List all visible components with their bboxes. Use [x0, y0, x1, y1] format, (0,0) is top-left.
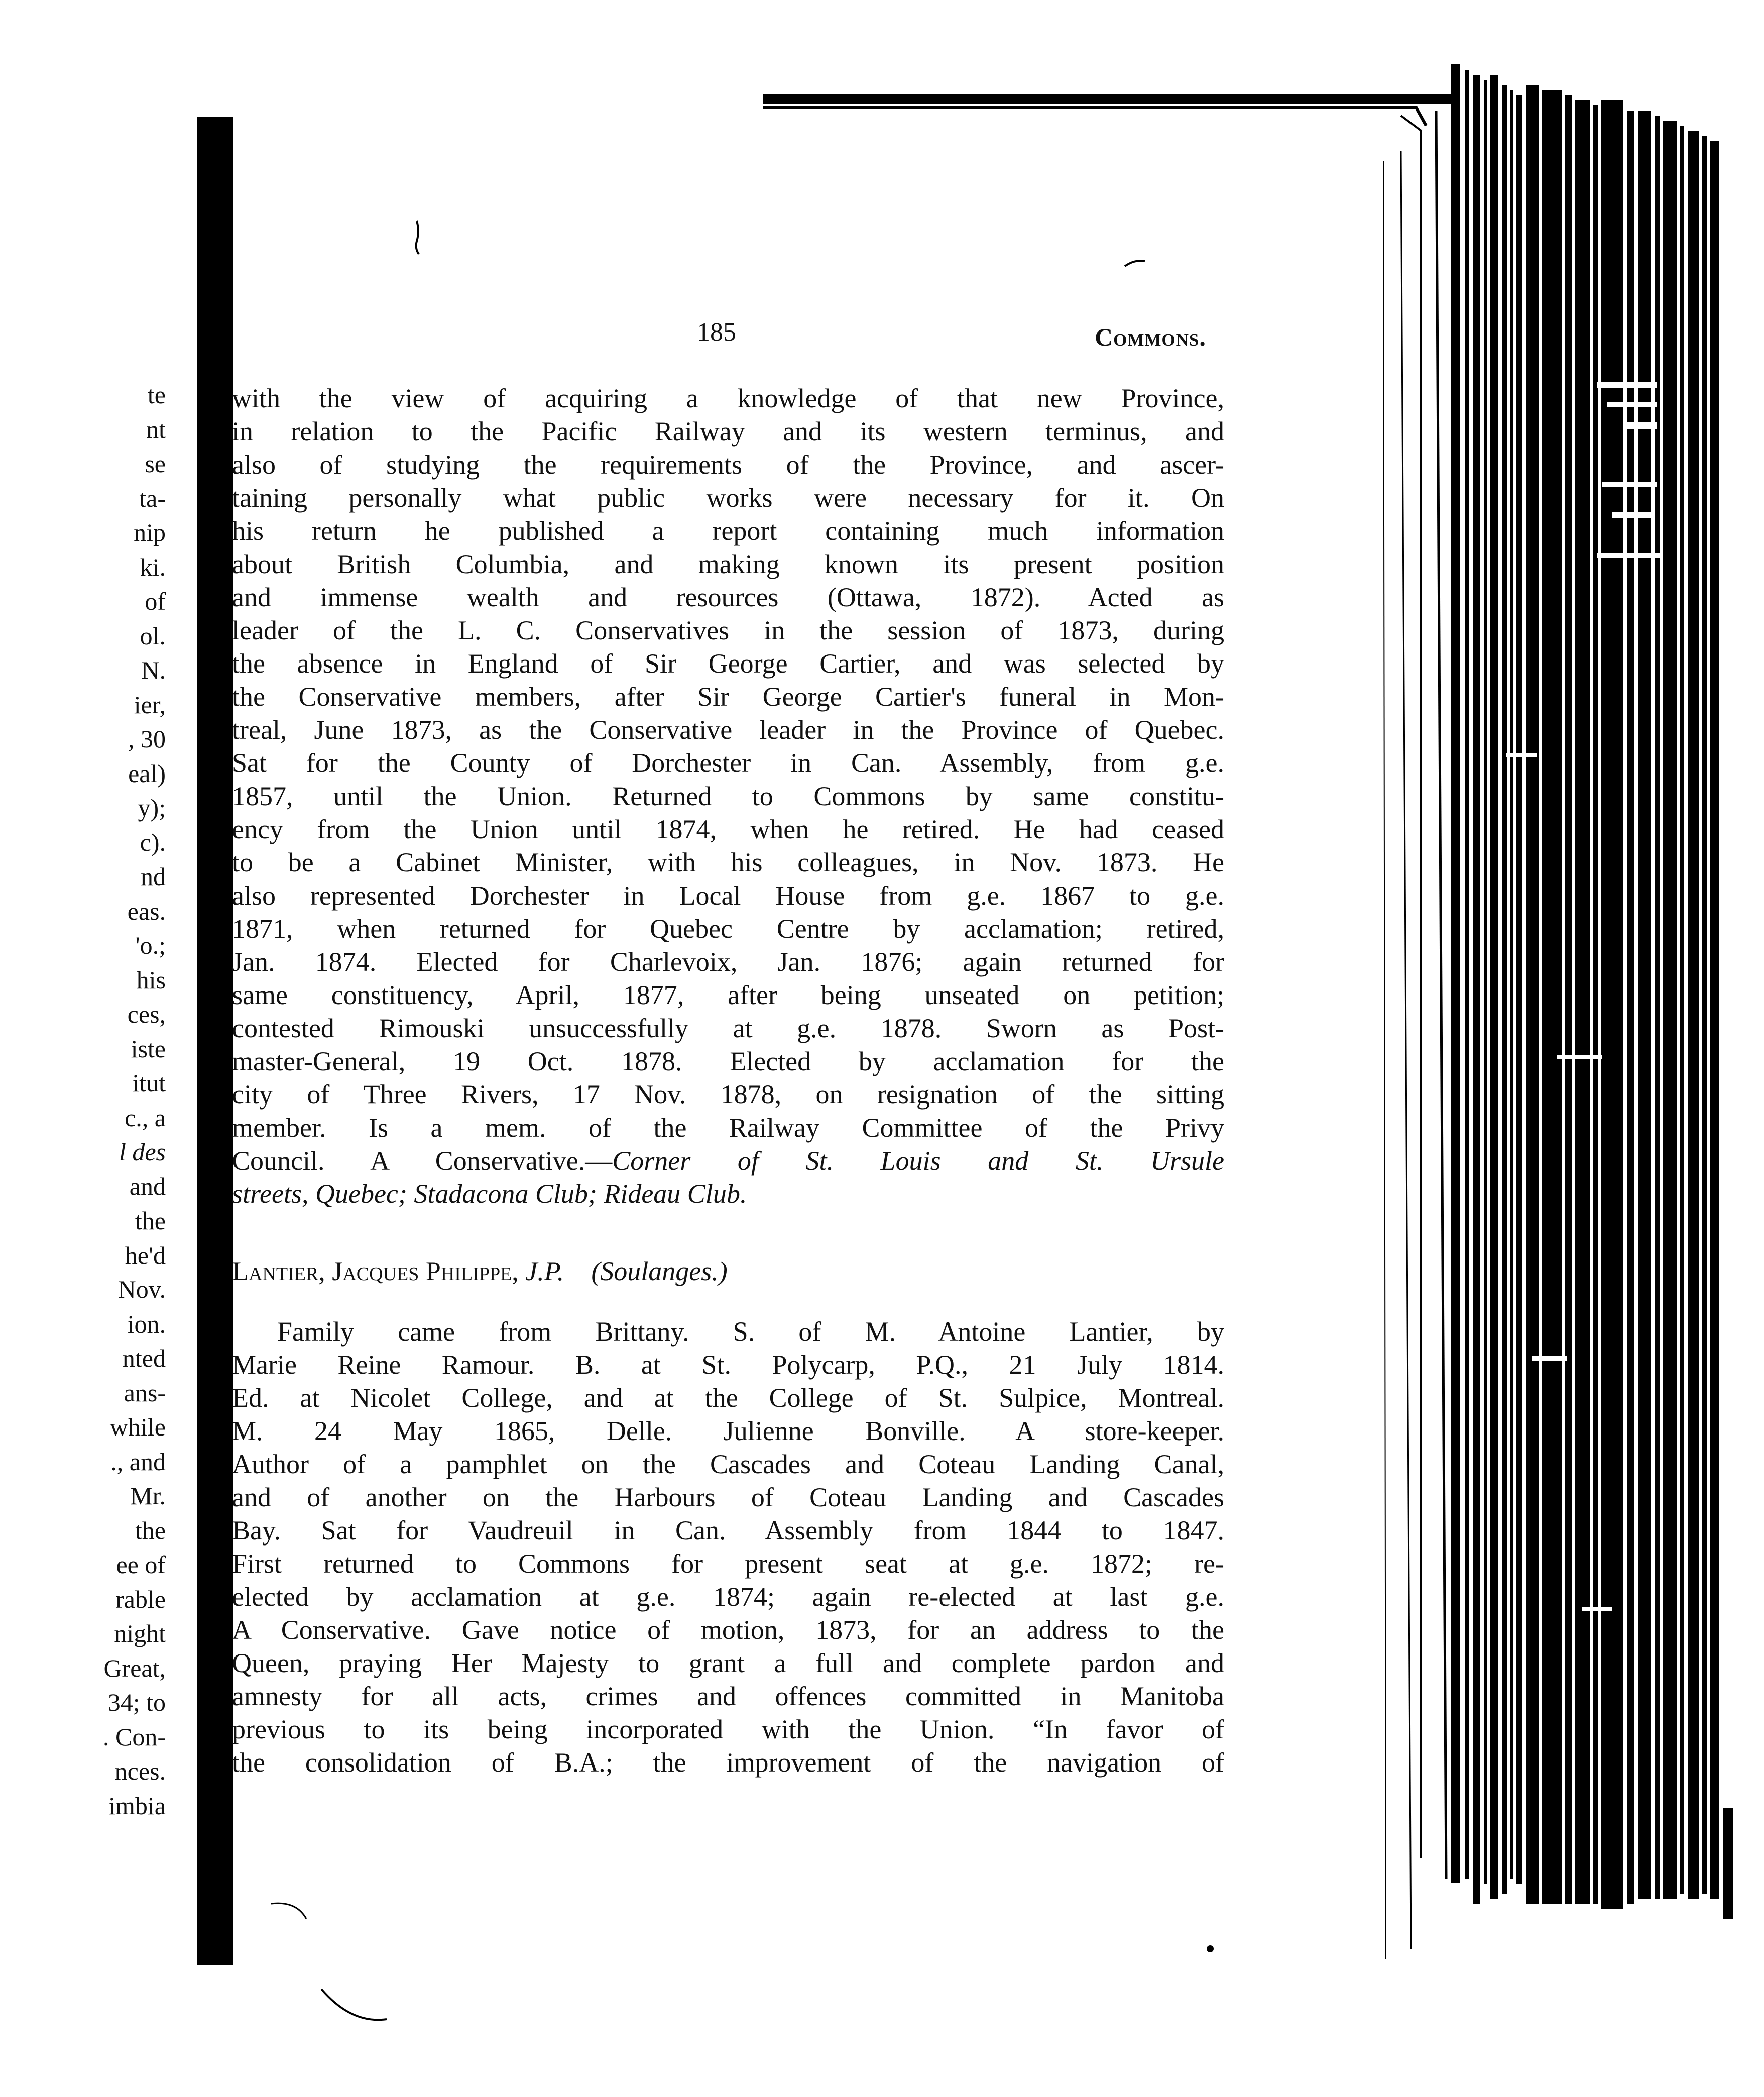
fragment-line: se — [145, 450, 166, 478]
fragment-line: nt — [146, 415, 166, 444]
text-line: leader of the L. C. Conservatives in the session of 1873, during — [232, 615, 1224, 645]
text-line: Bay. Sat for Vaudreuil in Can. Assembly from 1844 to 1847. — [232, 1515, 1224, 1546]
fragment-line: itut — [132, 1069, 166, 1097]
fold-edge-line-4 — [1401, 151, 1411, 1949]
fragment-line: ., and — [110, 1447, 166, 1476]
fragment-line: ans- — [124, 1378, 166, 1407]
text-line: the absence in England of Sir George Cartier, and was selected by — [232, 648, 1224, 679]
text-line: ency from the Union until 1874, when he retired. He had ceased — [232, 814, 1224, 844]
text-line: to be a Cabinet Minister, with his colleagues, in Nov. 1873. He — [232, 847, 1224, 877]
text-line: city of Three Rivers, 17 Nov. 1878, on resignation of the sitting — [232, 1079, 1224, 1110]
fragment-line: eas. — [127, 897, 166, 925]
fragment-line: the — [135, 1516, 166, 1544]
stray-mark — [321, 1989, 387, 2020]
fragment-line: 34; to — [107, 1688, 166, 1716]
text-line-address — [232, 1144, 1224, 1177]
fragment-line: Great, — [103, 1653, 166, 1682]
text-line: 1871, when returned for Quebec Centre by acclamation; retired, — [232, 914, 1224, 944]
stray-mark — [1207, 1945, 1214, 1952]
entry-heading — [232, 1256, 728, 1287]
fragment-line: imbia — [108, 1791, 166, 1820]
text-line: Sat for the County of Dorchester in Can. Assembly, from g.e. — [232, 748, 1224, 778]
fragment-line: ier, — [134, 690, 166, 719]
text-line: also of studying the requirements of the Province, and ascer- — [232, 450, 1224, 480]
text-line: also represented Dorchester in Local House from g.e. 1867 to g.e. — [232, 880, 1224, 911]
entry-paragraph — [232, 1315, 1224, 1779]
text-line: with the view of acquiring a knowledge of that new Province, — [232, 383, 1224, 413]
fragment-line: ces, — [127, 1000, 166, 1028]
fragment-line: , 30 — [128, 725, 166, 753]
text-line: his return he published a report containing much information — [232, 516, 1224, 546]
fragment-line: nip — [134, 518, 166, 546]
entry-continuation-paragraph — [232, 382, 1224, 1210]
address-text-continued: streets, Quebec; Stadacona Club; Rideau Club. — [232, 1179, 747, 1209]
gutter-shadow — [197, 117, 233, 1965]
text-line: same constituency, April, 1877, after being unseated on petition; — [232, 980, 1224, 1010]
fragment-line: eal) — [128, 759, 166, 788]
page-number: 185 — [697, 318, 736, 347]
fragment-line: N. — [141, 656, 166, 684]
text-line: treal, June 1873, as the Conservative leader in the Province of Quebec. — [232, 715, 1224, 745]
fold-edge-line-5 — [1383, 161, 1386, 1959]
previous-page-fragments — [35, 378, 166, 1823]
running-head: Commons. — [1095, 323, 1206, 351]
text-line: A Conservative. Gave notice of motion, 1873, for an address to the — [232, 1615, 1224, 1645]
text-line: First returned to Commons for present seat at g.e. 1872; re- — [232, 1549, 1224, 1579]
text-line: in relation to the Pacific Railway and its western terminus, and — [232, 416, 1224, 447]
text-line: taining personally what public works were necessary for it. On — [232, 483, 1224, 513]
fragment-line: his — [136, 965, 166, 994]
fragment-line: c., a — [125, 1103, 166, 1132]
text-line: Family came from Brittany. S. of M. Antoine Lantier, by — [277, 1316, 1224, 1347]
text-line: Author of a pamphlet on the Cascades and Coteau Landing Canal, — [232, 1449, 1224, 1479]
fragment-line: and — [129, 1172, 166, 1200]
text-line: elected by acclamation at g.e. 1874; again re-elected at last g.e. — [232, 1582, 1224, 1612]
fragment-line: night — [114, 1619, 166, 1647]
fragment-line: Nov. — [117, 1275, 166, 1303]
fragment-line: ion. — [127, 1309, 166, 1338]
fragment-line: 'o.; — [135, 931, 166, 959]
text-line: master-General, 19 Oct. 1878. Elected by acclamation for the — [232, 1046, 1224, 1076]
stray-mark — [271, 1903, 306, 1919]
fragment-line: ta- — [139, 484, 166, 512]
fragment-line: rable — [115, 1585, 166, 1613]
fragment-line: while — [109, 1413, 166, 1441]
entry-constituency: (Soulanges.) — [591, 1256, 728, 1286]
entry-name: Lantier, Jacques Philippe, — [232, 1256, 519, 1286]
text-line: member. Is a mem. of the Railway Committee of the Privy — [232, 1113, 1224, 1143]
text-line: M. 24 May 1865, Delle. Julienne Bonville. A store-keeper. — [232, 1416, 1224, 1446]
fold-edge-line-3 — [1436, 111, 1446, 1879]
fragment-line: nd — [141, 862, 166, 891]
fragment-line: ee of — [116, 1551, 166, 1579]
text-line: 1857, until the Union. Returned to Commons by same constitu- — [232, 781, 1224, 811]
text-line: Jan. 1874. Elected for Charlevoix, Jan. 1876; again returned for — [232, 947, 1224, 977]
text-line: Queen, praying Her Majesty to grant a full and complete pardon and — [232, 1648, 1224, 1678]
fragment-line: te — [147, 381, 166, 409]
fragment-line: ol. — [140, 621, 166, 650]
fragment-line: . Con- — [103, 1722, 166, 1751]
conservative-label: Council. A Conservative.— — [232, 1146, 613, 1176]
text-line: the Conservative members, after Sir George Cartier's funeral in Mon- — [232, 682, 1224, 712]
fold-edge-line-2 — [1401, 116, 1421, 1858]
fold-bar-top — [763, 94, 1451, 104]
fragment-line: c). — [140, 828, 166, 856]
text-line: Ed. at Nicolet College, and at the College of St. Sulpice, Montreal. — [232, 1383, 1224, 1413]
fragment-line: the — [135, 1206, 166, 1235]
text-line: previous to its being incorporated with the Union. “In favor of — [232, 1714, 1224, 1744]
text-line: contested Rimouski unsuccessfully at g.e. 1878. Sworn as Post- — [232, 1013, 1224, 1043]
page-edge-stripes — [1451, 64, 1733, 1919]
stray-mark — [416, 221, 419, 254]
address-text: Corner of St. Louis and St. Ursule — [612, 1146, 1224, 1176]
stray-mark — [1125, 261, 1145, 266]
text-line: and of another on the Harbours of Coteau Landing and Cascades — [232, 1482, 1224, 1512]
text-line: the consolidation of B.A.; the improvement of the navigation of — [232, 1747, 1224, 1778]
fragment-line: y); — [138, 794, 166, 822]
fragment-line: iste — [131, 1034, 166, 1063]
fragment-line: nces. — [114, 1757, 166, 1785]
entry-title: J.P. — [525, 1256, 564, 1286]
text-line: about British Columbia, and making known its present position — [232, 549, 1224, 579]
fragment-line: ki. — [140, 553, 166, 581]
fragment-line: l des — [119, 1138, 166, 1166]
fold-edge-line — [763, 107, 1426, 126]
text-line: and immense wealth and resources (Ottawa, 1872). Acted as — [232, 582, 1224, 612]
fragment-line: of — [145, 587, 166, 615]
text-line: amnesty for all acts, crimes and offences committed in Manitoba — [232, 1681, 1224, 1711]
fragment-line: Mr. — [130, 1482, 166, 1510]
text-line: Marie Reine Ramour. B. at St. Polycarp, P.Q., 21 July 1814. — [232, 1350, 1224, 1380]
fragment-line: he'd — [125, 1241, 166, 1269]
fragment-line: nted — [122, 1344, 166, 1372]
